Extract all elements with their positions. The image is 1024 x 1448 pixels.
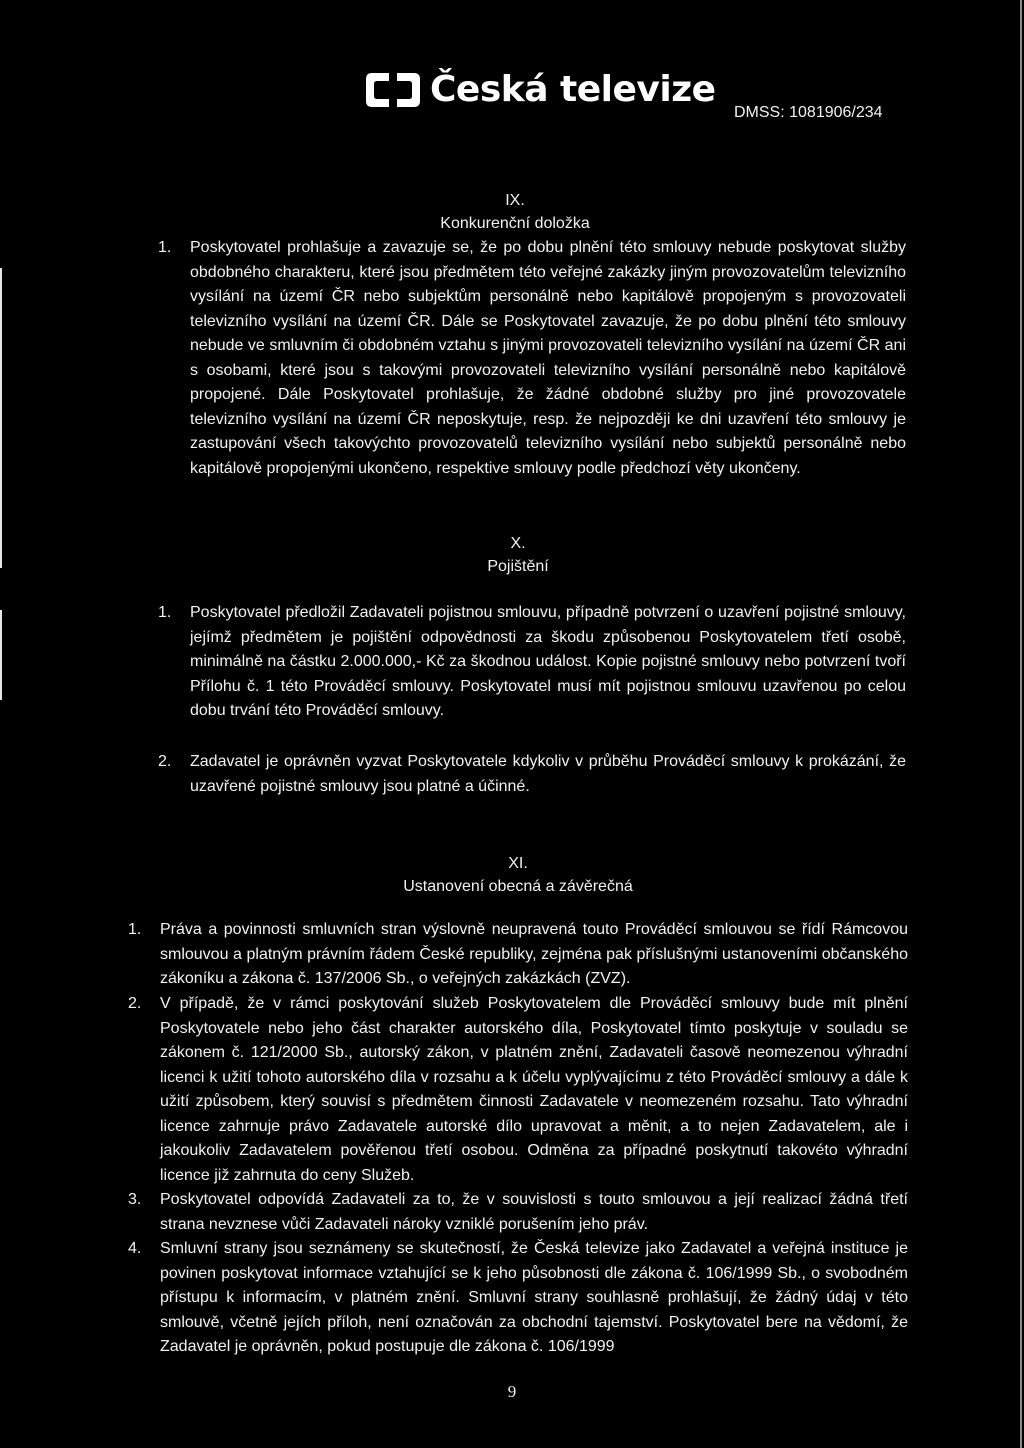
section-xi-paragraph-1: Práva a povinnosti smluvních stran výslovně neupravená touto Prováděcí smlouvou se řídí Rámcovou smlouvou a platným právním řádem České republiky, zejména pak příslušnými ustanoveními občanského zákoníku a zákona č. 137/2006 Sb., o veřejných zakázkách (ZVZ). [160, 921, 908, 987]
section-number: X. [510, 535, 526, 552]
section-number: IX. [505, 192, 525, 209]
document-id: DMSS: 1081906/234 [734, 104, 883, 121]
item-number: 1. [158, 239, 172, 256]
item-number: 2. [158, 753, 172, 770]
section-x-heading [418, 533, 618, 578]
section-title: Konkurenční doložka [440, 215, 590, 232]
page-header [0, 0, 1024, 140]
scan-edge-left-2 [0, 610, 2, 700]
item-number: 4. [128, 1240, 142, 1257]
section-x-paragraph-1: Poskytovatel předložil Zadavateli pojistnou smlouvu, případně potvrzení o uzavření pojistné smlouvy, jejímž předmětem je pojištění odpovědnosti za škodu způsobenou Poskytovatelem třetí osobě, minimálně na částku 2.000.000,- Kč za škodnou událost. Kopie pojistné smlouvy nebo potvrzení tvoří Přílohu č. 1 této Prováděcí smlouvy. Poskytovatel musí mít pojistnou smlouvu uzavřenou po celou dobu trvání této Prováděcí smlouvy. [190, 604, 906, 719]
item-number: 1. [128, 921, 142, 938]
scan-edge-right [1020, 0, 1022, 1448]
section-ix-paragraph-1: Poskytovatel prohlašuje a zavazuje se, že po dobu plnění této smlouvy nebude poskytovat služby obdobného charakteru, které jsou předmětem této veřejné zakázky jiným provozovatelům televizního vysílání na území ČR nebo subjektům personálně nebo kapitálově propojeným s provozovateli televizního vysílání na území ČR. Dále se Poskytovatel zavazuje, že po dobu plnění této smlouvy nebude ve smluvním či obdobném vztahu s jinými provozovateli televizního vysílání na území ČR ani s osobami, které jsou s takovými provozovateli televizního vysílání personálně nebo kapitálově propojené. Dále Poskytovatel prohlašuje, že žádné obdobné služby pro jiné provozovatele televizního vysílání na území ČR neposkytuje, resp. že nejpozději ke dni uzavření této smlouvy je zastupování všech takovýchto provozovatelů televizního vysílání nebo subjektů personálně nebo kapitálově propojenými ukončeno, respektive smlouvy podle předchozí věty ukončeny. [190, 239, 906, 477]
page-number: 9 [507, 1382, 517, 1401]
section-ix-heading [415, 190, 615, 235]
section-number: XI. [508, 855, 528, 872]
section-xi-paragraph-3: Poskytovatel odpovídá Zadavateli za to, že v souvislosti s touto smlouvou a její realizací žádná třetí strana nevznese vůči Zadavateli nároky vzniklé porušením jeho práv. [160, 1191, 908, 1233]
item-number: 3. [128, 1191, 142, 1208]
section-title: Pojištění [487, 558, 549, 575]
section-xi-paragraph-2: V případě, že v rámci poskytování služeb Poskytovatelem dle Prováděcí smlouvy bude mít plnění Poskytovatele nebo jeho část charakter autorského díla, Poskytovatel tímto poskytuje v souladu se zákonem č. 121/2000 Sb., autorský zákon, v platném znění, Zadavateli časově neomezenou výhradní licenci k užití tohoto autorského díla v rozsahu a k účelu vyplývajícímu z této Prováděcí smlouvy a dále k užití způsobem, který souvisí s předmětem činnosti Zadavatele v neomezeném rozsahu. Tato výhradní licence zahrnuje právo Zadavatele autorské dílo upravovat a měnit, a to nejen Zadavatelem, ale i jakoukoliv Zadavatelem pověřenou třetí osobou. Odměna za případné poskytnutí takovéto výhradní licence již zahrnuta do ceny Služeb. [160, 995, 908, 1184]
section-xi-paragraph-4: Smluvní strany jsou seznámeny se skutečností, že Česká televize jako Zadavatel a veřejná instituce je povinen poskytovat informace vztahující se k jeho působnosti dle zákona č. 106/1999 Sb., o svobodném přístupu k informacím, v platném znění. Smluvní strany souhlasně prohlašují, že žádný údaj v této smlouvě, včetně jejích příloh, není označován za obchodní tajemství. Poskytovatel bere na vědomí, že Zadavatel je oprávněn, pokud postupuje dle zákona č. 106/1999 [160, 1240, 908, 1355]
logo-wordmark: Česká televize [430, 69, 716, 110]
item-number: 2. [128, 995, 142, 1012]
scan-edge-left-1 [0, 268, 2, 568]
section-xi-heading [368, 853, 668, 898]
item-number: 1. [158, 604, 172, 621]
section-x-paragraph-2: Zadavatel je oprávněn vyzvat Poskytovatele kdykoliv v průběhu Prováděcí smlouvy k prokázání, že uzavřené pojistné smlouvy jsou platné a účinné. [190, 753, 906, 795]
ceska-televize-logo [362, 70, 716, 110]
ct-logo-icon [362, 70, 424, 110]
section-title: Ustanovení obecná a závěrečná [403, 878, 633, 895]
